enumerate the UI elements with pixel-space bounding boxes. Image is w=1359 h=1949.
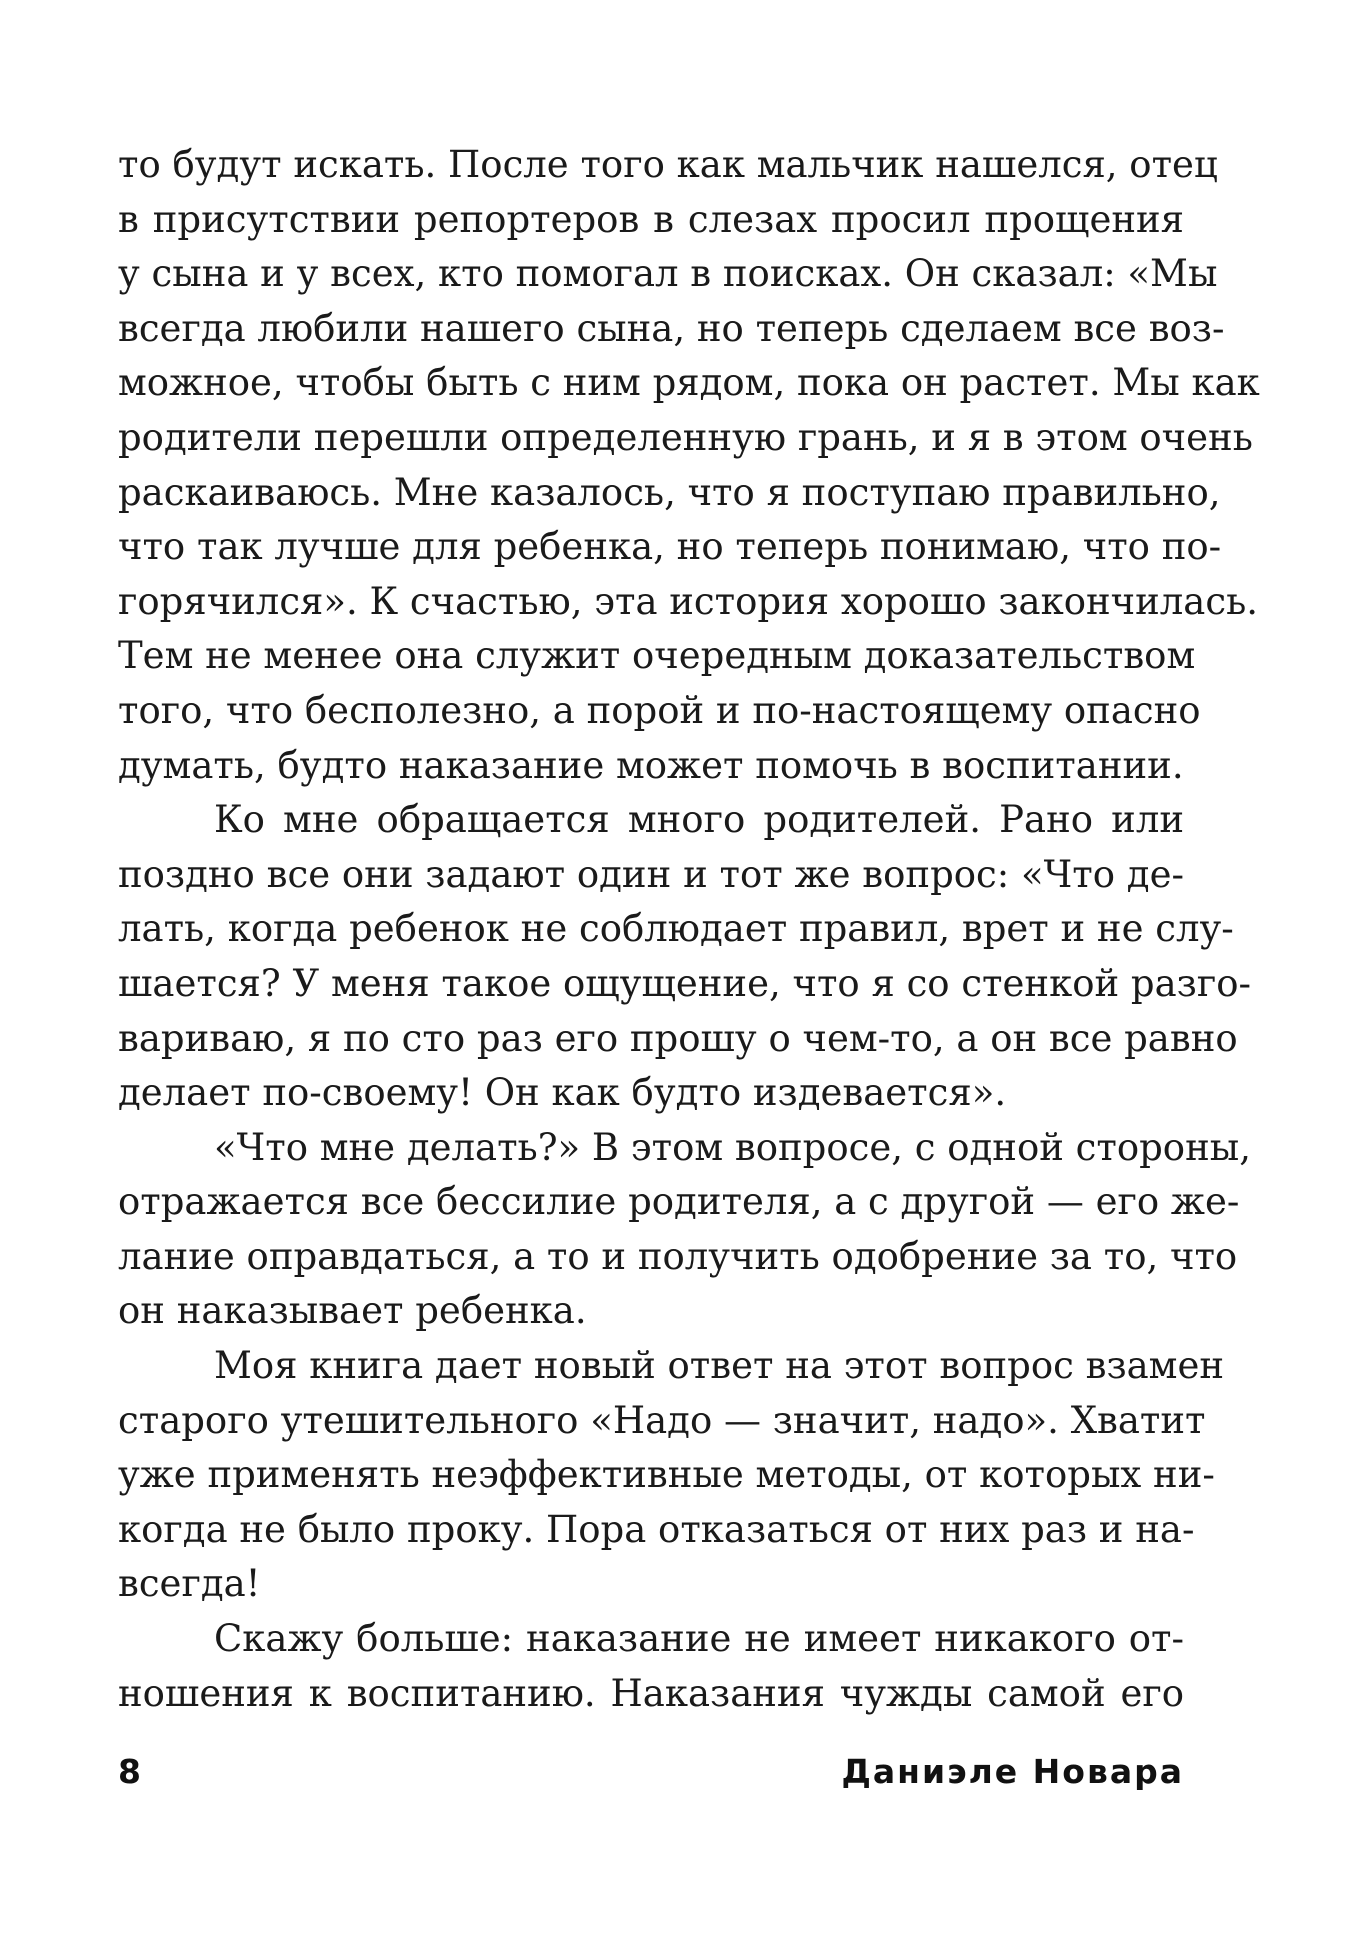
text-line: всегда любили нашего сына, но теперь сделаем все воз- bbox=[118, 306, 1225, 350]
text-line: шается? У меня такое ощущение, что я со стенкой разго- bbox=[118, 961, 1251, 1005]
text-line: можное, чтобы быть с ним рядом, пока он растет. Мы как bbox=[118, 361, 1260, 405]
text-line: Моя книга дает новый ответ на этот вопрос взамен bbox=[214, 1344, 1225, 1388]
text-line: «Что мне делать?» В этом вопросе, с одной стороны, bbox=[214, 1125, 1251, 1169]
text-line: то будут искать. После того как мальчик нашелся, отец bbox=[118, 143, 1218, 186]
text-line: старого утешительного «Надо — значит, надо». Хватит bbox=[118, 1398, 1206, 1442]
text-line: уже применять неэффективные методы, от которых ни- bbox=[118, 1453, 1215, 1497]
text-line: делает по-своему! Он как будто издевается». bbox=[118, 1071, 1007, 1115]
text-line: родители перешли определенную грань, и я в этом очень bbox=[118, 415, 1253, 459]
text-line: когда не было проку. Пора отказаться от них раз и на- bbox=[118, 1507, 1195, 1551]
text-line: отражается все бессилие родителя, а с другой — его же- bbox=[118, 1180, 1240, 1224]
page-footer bbox=[118, 1752, 1184, 1802]
text-line: что так лучше для ребенка, но теперь понимаю, что по- bbox=[118, 525, 1222, 569]
text-line: Ко мне обращается много родителей. Рано или bbox=[214, 798, 1184, 842]
page-number: 8 bbox=[118, 1752, 141, 1791]
text-line: он наказывает ребенка. bbox=[118, 1289, 587, 1333]
text-line: того, что бесполезно, а порой и по-настоящему опасно bbox=[118, 688, 1201, 732]
text-line: думать, будто наказание может помочь в воспитании. bbox=[118, 743, 1184, 787]
text-line: лание оправдаться, а то и получить одобрение за то, что bbox=[118, 1234, 1238, 1278]
text-line: Скажу больше: наказание не имеет никакого от- bbox=[214, 1617, 1184, 1661]
running-head-author: Даниэле Новара bbox=[841, 1752, 1184, 1791]
text-line: у сына и у всех, кто помогал в поисках. Он сказал: «Мы bbox=[118, 252, 1218, 296]
text-line: всегда! bbox=[118, 1562, 261, 1606]
text-line: раскаиваюсь. Мне казалось, что я поступаю правильно, bbox=[118, 470, 1221, 514]
text-line: поздно все они задают один и тот же вопрос: «Что де- bbox=[118, 852, 1184, 896]
text-line: лать, когда ребенок не соблюдает правил, врет и не слу- bbox=[118, 907, 1234, 951]
text-line: Тем не менее она служит очередным доказательством bbox=[118, 634, 1196, 678]
text-line: в присутствии репортеров в слезах просил прощения bbox=[118, 197, 1184, 241]
text-line: ношения к воспитанию. Наказания чужды самой его bbox=[118, 1671, 1184, 1715]
body-text bbox=[118, 138, 1260, 1721]
text-line: вариваю, я по сто раз его прошу о чем-то, а он все равно bbox=[118, 1016, 1238, 1060]
text-line: горячился». К счастью, эта история хорошо закончилась. bbox=[118, 579, 1258, 623]
